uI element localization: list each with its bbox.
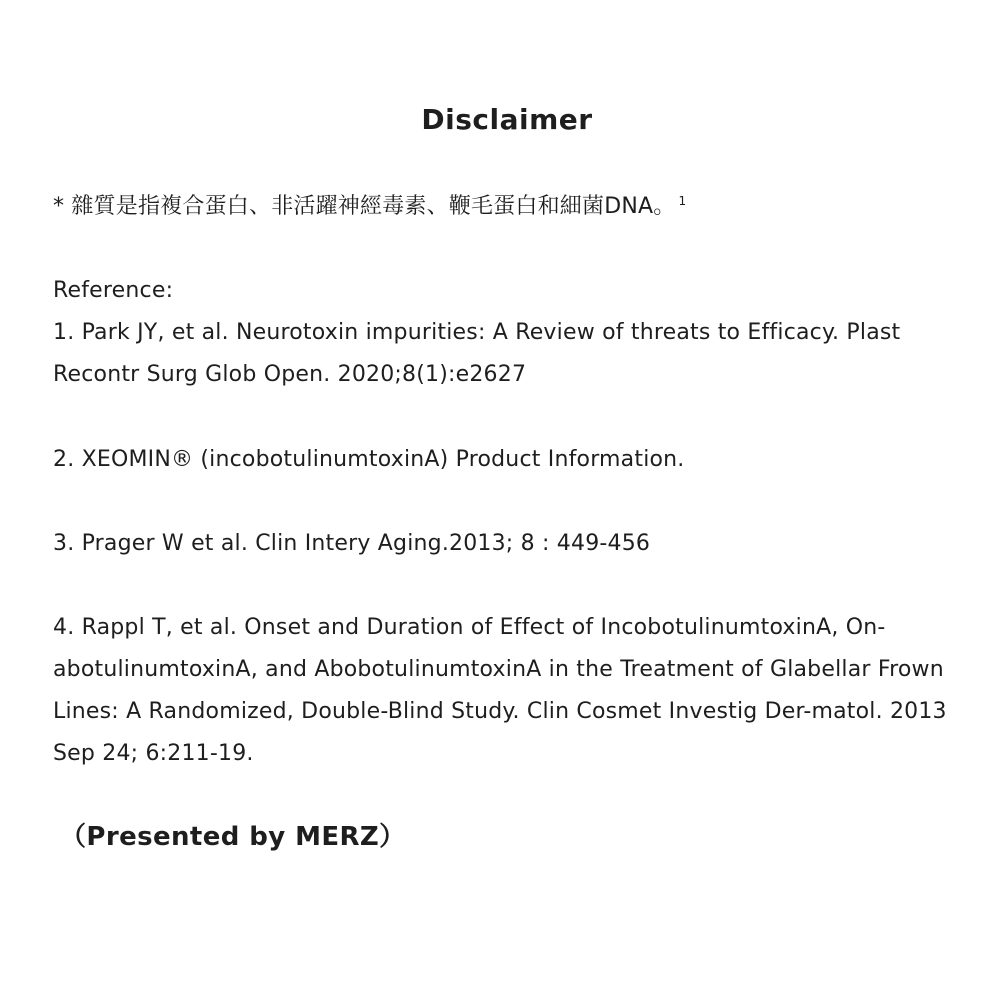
reference-heading: Reference: xyxy=(53,278,174,303)
impurities-note xyxy=(53,186,958,228)
presented-by-merz: （Presented by MERZ） xyxy=(60,822,406,852)
reference-item-3: 3. Prager W et al. Clin Intery Aging.2013; 8 : 449-456 xyxy=(53,531,651,556)
reference-item-1: 1. Park JY, et al. Neurotoxin impurities: A Review of threats to Efficacy. Plast Recontr Surg Glob Open. 2020;8(1):e2627 xyxy=(53,320,901,387)
footnote-marker: 1 xyxy=(678,194,687,208)
reference-item-4: 4. Rappl T, et al. Onset and Duration of Effect of IncobotulinumtoxinA, On-abotulinumtoxinA, and AbobotulinumtoxinA in the Treatment of Glabellar Frown Lines: A Randomized, Double-Blind Study. Clin Cosmet Investig Der-matol. 2013 Sep 24; 6:211-19. xyxy=(53,615,947,766)
reference-item-2: 2. XEOMIN® (incobotulinumtoxinA) Product Information. xyxy=(53,447,685,472)
impurities-note-text: * 雜質是指複合蛋白、非活躍神經毒素、鞭毛蛋白和細菌DNA。 xyxy=(53,194,676,219)
page-title: Disclaimer xyxy=(421,103,593,136)
